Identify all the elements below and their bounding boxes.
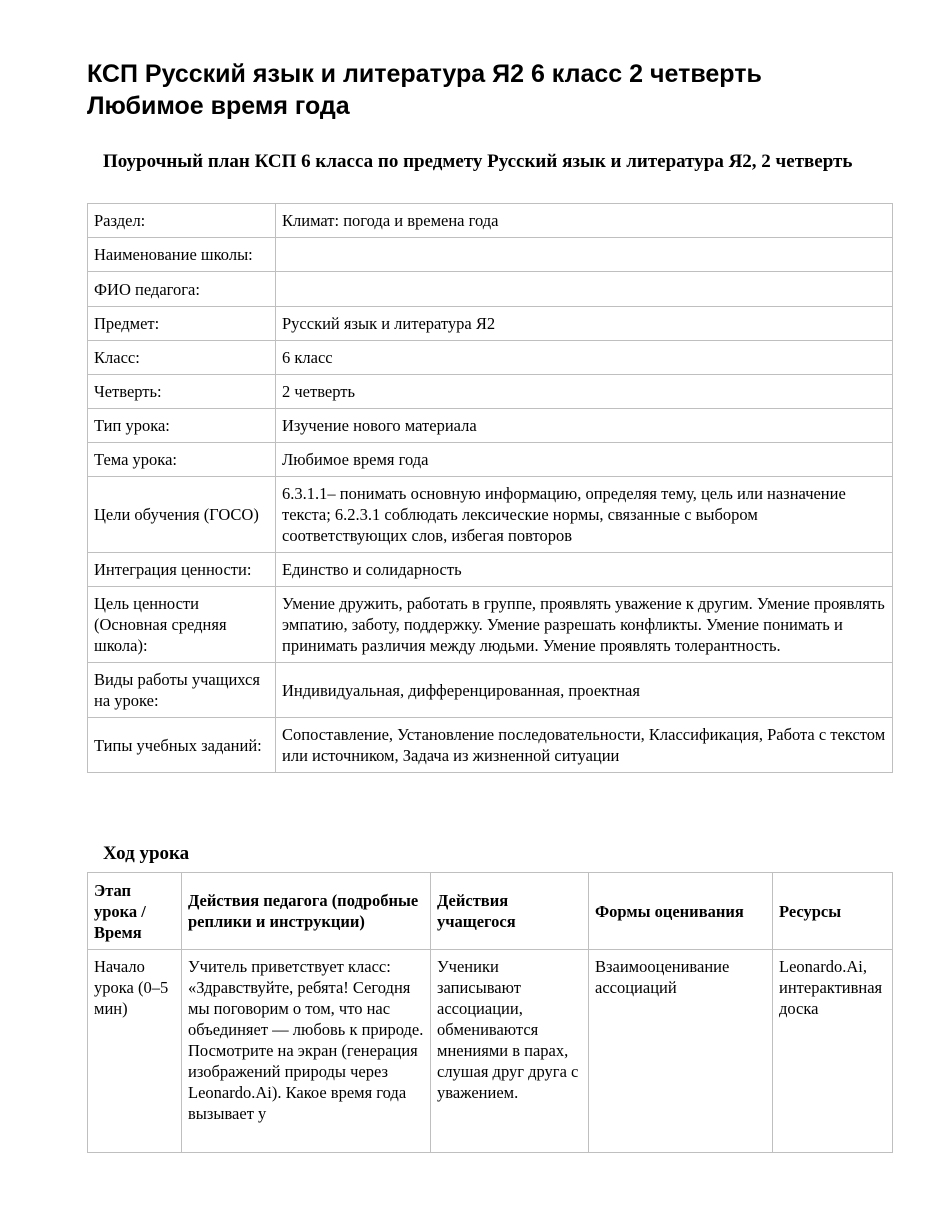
table-row bbox=[88, 663, 893, 718]
row-value: Изучение нового материала bbox=[276, 409, 893, 443]
document-title-line2: Любимое время года bbox=[87, 92, 350, 120]
table-row bbox=[88, 443, 893, 477]
column-header-stage: Этап урока / Время bbox=[88, 873, 182, 950]
row-label: Четверть: bbox=[88, 375, 276, 409]
table-row bbox=[88, 238, 893, 272]
cell-assessment: Взаимооценивание ассоциаций bbox=[589, 950, 773, 1153]
row-label: Цели обучения (ГОСО) bbox=[88, 477, 276, 553]
row-value: Сопоставление, Установление последовательности, Классификация, Работа с текстом или источником, Задача из жизненной ситуации bbox=[276, 718, 893, 773]
row-value: Любимое время года bbox=[276, 443, 893, 477]
document-title-line1: КСП Русский язык и литература Я2 6 класс 2 четверть bbox=[87, 60, 762, 88]
lesson-heading: Ход урока bbox=[103, 843, 190, 864]
row-label: Класс: bbox=[88, 341, 276, 375]
column-header-assessment: Формы оценивания bbox=[589, 873, 773, 950]
column-header-student-actions: Действия учащегося bbox=[431, 873, 589, 950]
row-value: Климат: погода и времена года bbox=[276, 204, 893, 238]
lesson-header-row bbox=[88, 873, 893, 950]
document-title bbox=[87, 58, 887, 122]
row-value: 6 класс bbox=[276, 341, 893, 375]
table-row bbox=[88, 553, 893, 587]
table-row bbox=[88, 204, 893, 238]
row-value: 6.3.1.1– понимать основную информацию, определяя тему, цель или назначение текста; 6.2.3.1 соблюдать лексические нормы, связанные с выбором соответствующих слов, избегая повторов bbox=[276, 477, 893, 553]
table-row bbox=[88, 587, 893, 663]
table-row bbox=[88, 950, 893, 1153]
cell-teacher-actions: Учитель приветствует класс: «Здравствуйте, ребята! Сегодня мы поговорим о том, что нас объединяет — любовь к природе. Посмотрите на экран (генерация изображений природы через Leonardo.Ai). Какое время года вызывает у bbox=[182, 950, 431, 1153]
row-value: Умение дружить, работать в группе, проявлять уважение к другим. Умение проявлять эмпатию, заботу, поддержку. Умение разрешать конфликты. Умение понимать и принимать различия между людьми. Умение проявлять толерантность. bbox=[276, 587, 893, 663]
lesson-table bbox=[87, 872, 893, 1153]
info-table bbox=[87, 203, 893, 773]
table-row bbox=[88, 718, 893, 773]
column-header-teacher-actions: Действия педагога (подробные реплики и инструкции) bbox=[182, 873, 431, 950]
row-label: Цель ценности (Основная средняя школа): bbox=[88, 587, 276, 663]
row-label: Наименование школы: bbox=[88, 238, 276, 272]
row-label: Виды работы учащихся на уроке: bbox=[88, 663, 276, 718]
plan-subtitle: Поурочный план КСП 6 класса по предмету Русский язык и литература Я2, 2 четверть bbox=[103, 151, 853, 172]
column-header-resources: Ресурсы bbox=[773, 873, 893, 950]
cell-resources: Leonardo.Ai, интерактивная доска bbox=[773, 950, 893, 1153]
cell-student-actions: Ученики записывают ассоциации, обмениваются мнениями в парах, слушая друг друга с уважением. bbox=[431, 950, 589, 1153]
row-value bbox=[276, 238, 893, 272]
row-label: ФИО педагога: bbox=[88, 272, 276, 307]
row-value: 2 четверть bbox=[276, 375, 893, 409]
table-row bbox=[88, 375, 893, 409]
row-value: Русский язык и литература Я2 bbox=[276, 307, 893, 341]
row-value: Единство и солидарность bbox=[276, 553, 893, 587]
table-row bbox=[88, 272, 893, 307]
table-row bbox=[88, 307, 893, 341]
row-label: Предмет: bbox=[88, 307, 276, 341]
row-label: Типы учебных заданий: bbox=[88, 718, 276, 773]
row-value bbox=[276, 272, 893, 307]
table-row bbox=[88, 477, 893, 553]
row-label: Тип урока: bbox=[88, 409, 276, 443]
row-label: Тема урока: bbox=[88, 443, 276, 477]
row-value: Индивидуальная, дифференцированная, проектная bbox=[276, 663, 893, 718]
table-row bbox=[88, 409, 893, 443]
cell-stage: Начало урока (0–5 мин) bbox=[88, 950, 182, 1153]
row-label: Раздел: bbox=[88, 204, 276, 238]
row-label: Интеграция ценности: bbox=[88, 553, 276, 587]
table-row bbox=[88, 341, 893, 375]
